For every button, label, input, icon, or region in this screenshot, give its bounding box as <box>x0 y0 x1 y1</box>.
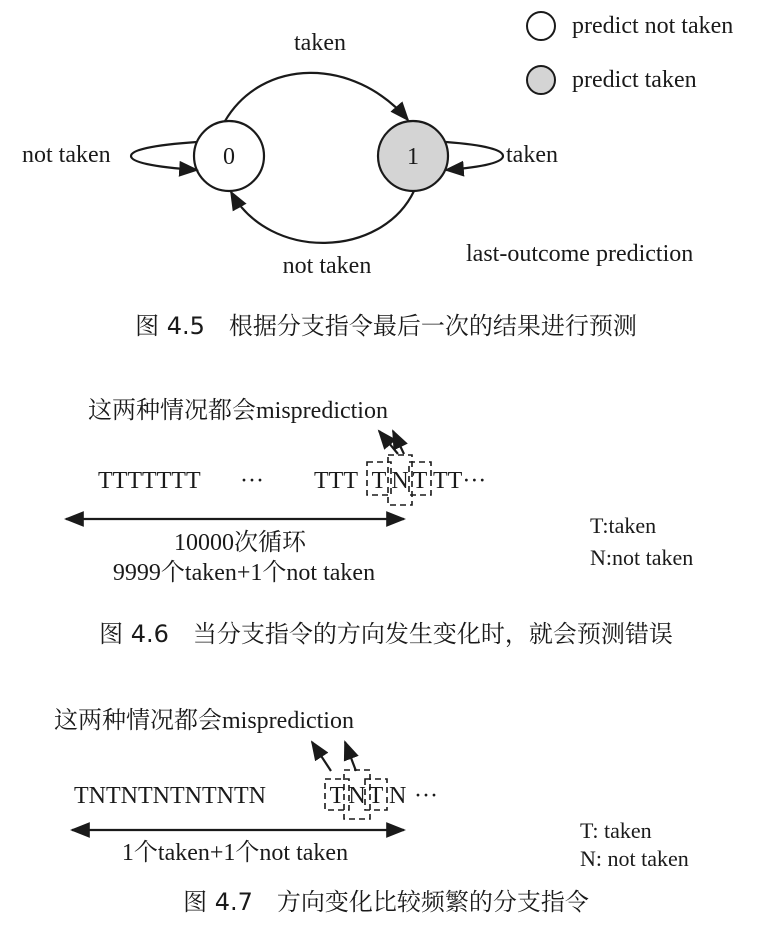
figure-4-7-caption: 图 4.7 方向变化比较频繁的分支指令 <box>183 888 589 916</box>
span-composition: 9999个taken+1个not taken <box>112 560 376 586</box>
span-composition: 1个taken+1个not taken <box>121 840 349 866</box>
note-arrow-left <box>312 742 331 771</box>
scheme-label: last-outcome prediction <box>466 241 694 267</box>
sequence-tail: N <box>389 783 407 809</box>
sequence-continuation: TT··· <box>433 468 487 494</box>
figure-4-6-caption: 图 4.6 当分支指令的方向发生变化时，就会预测错误 <box>99 620 673 648</box>
edge-0-to-1-arrow <box>225 73 408 121</box>
boxed-outcome-n: N <box>348 783 366 809</box>
span-loop-count: 10000次循环 <box>174 530 306 556</box>
note-arrow-right <box>345 742 356 771</box>
sequence-ellipsis: ··· <box>414 783 438 809</box>
state-0-label: 0 <box>223 144 235 170</box>
edge-1-to-0-arrow <box>231 191 414 243</box>
boxed-outcome-t2: T <box>412 468 428 494</box>
misprediction-note: 这两种情况都会misprediction <box>88 398 388 424</box>
sequence-ellipsis: ··· <box>240 468 264 494</box>
self-loop-1-label: taken <box>506 142 558 168</box>
sequence-taken-run: TTTTTTT <box>98 468 201 494</box>
self-loop-0-label: not taken <box>22 142 111 168</box>
legend-taken-label: predict taken <box>572 67 697 93</box>
boxed-outcome-t1: T <box>329 783 345 809</box>
state-1-label: 1 <box>407 144 419 170</box>
figure-4-5 <box>22 12 733 340</box>
misprediction-note: 这两种情况都会misprediction <box>54 708 354 734</box>
edge-0-to-1-label: taken <box>294 30 346 56</box>
sequence-taken-tail: TTT <box>314 468 358 494</box>
boxed-outcome-n: N <box>391 468 409 494</box>
legend-n: N:not taken <box>590 545 694 570</box>
edge-1-to-0-label: not taken <box>282 253 372 279</box>
legend-taken-icon <box>527 66 555 94</box>
legend-n: N: not taken <box>580 846 689 871</box>
figure-4-7 <box>54 707 689 916</box>
figure-4-6 <box>66 397 693 648</box>
legend-t: T:taken <box>590 513 657 538</box>
legend-not-taken-label: predict not taken <box>572 13 734 39</box>
legend-t: T: taken <box>580 818 652 843</box>
alternating-sequence: TNTNTNTNTNTN <box>74 783 266 809</box>
figure-4-5-caption: 图 4.5 根据分支指令最后一次的结果进行预测 <box>135 312 637 340</box>
self-loop-1-arrow <box>446 142 503 170</box>
legend-not-taken-icon <box>527 12 555 40</box>
boxed-outcome-t1: T <box>371 468 387 494</box>
self-loop-0-arrow <box>131 142 197 170</box>
boxed-outcome-t2: T <box>368 783 384 809</box>
